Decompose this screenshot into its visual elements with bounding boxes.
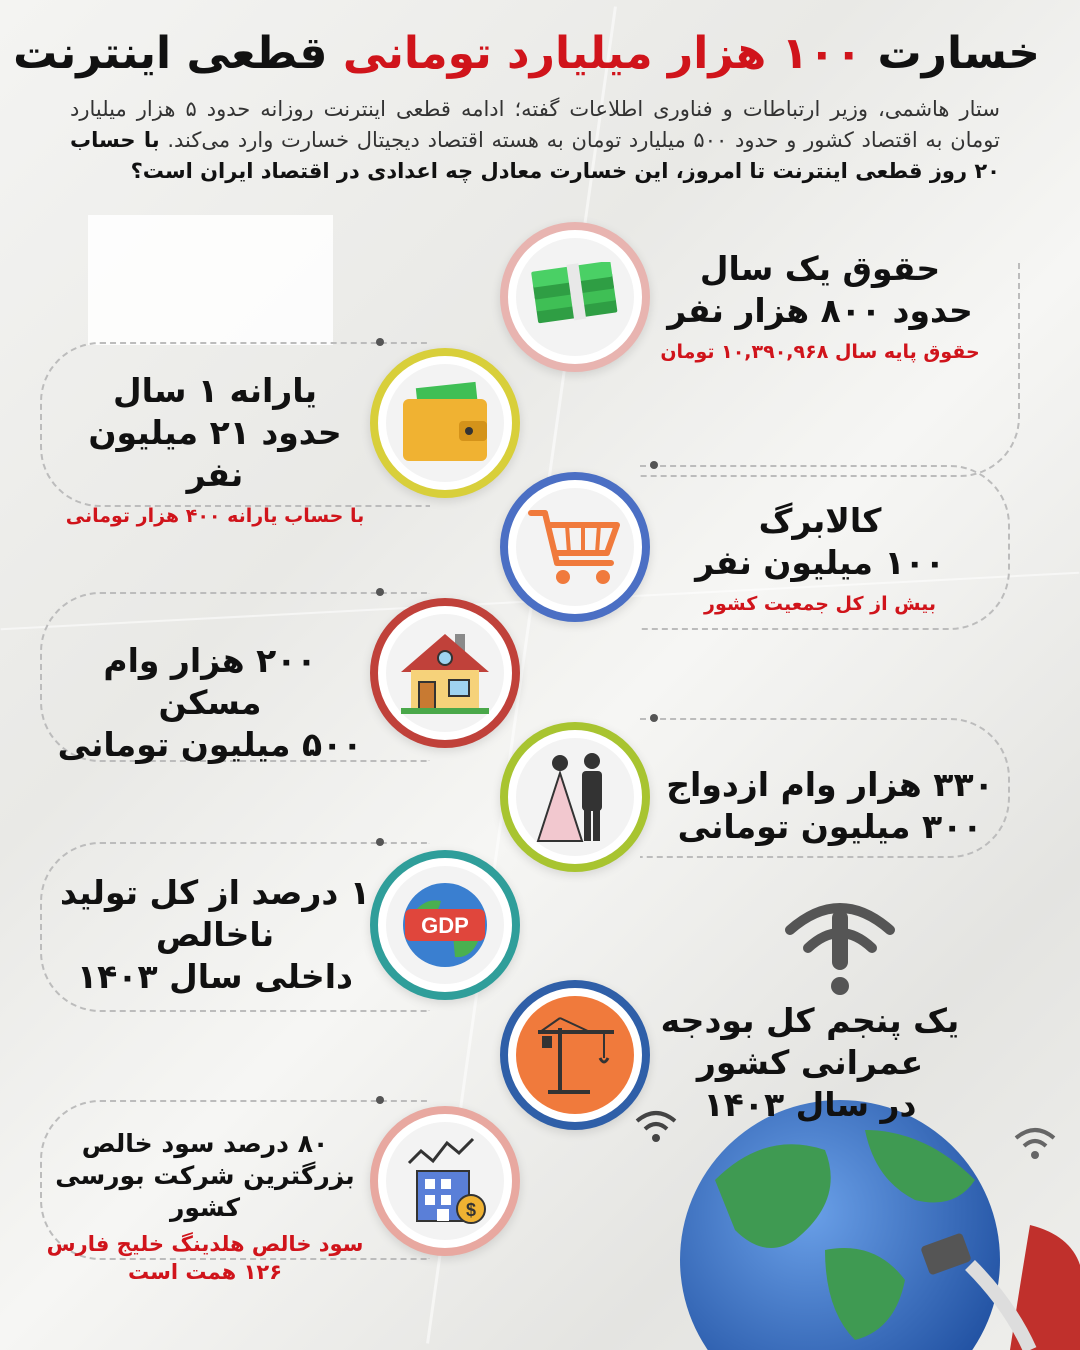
wedding-couple-icon <box>530 747 620 847</box>
item-1-sub: حقوق پایه سال ۱۰,۳۹۰,۹۶۸ تومان <box>660 341 980 363</box>
item-3-main-line-2: ۱۰۰ میلیون نفر <box>695 543 945 582</box>
stock-building-icon <box>397 1133 493 1229</box>
item-5-text <box>660 764 1000 848</box>
item-4-main-line-2: ۵۰۰ میلیون تومانی <box>57 725 363 764</box>
title-highlight: ۱۰۰ هزار میلیارد تومانی <box>342 28 863 79</box>
item-6-main-line-2: ناخالص <box>155 915 275 954</box>
item-4-main-line-1: ۲۰۰ هزار وام مسکن <box>103 641 317 722</box>
item-2-sub: با حساب یارانه ۴۰۰ هزار تومانی <box>65 505 365 527</box>
item-8-main-line-1: ۸۰ درصد سود خالص <box>81 1129 329 1158</box>
item-1-circle <box>500 222 650 372</box>
item-4-text <box>50 640 370 766</box>
item-7-main-line-1: یک پنجم کل بودجه <box>660 1001 960 1040</box>
item-8-text <box>40 1128 370 1286</box>
gdp-label: GDP <box>421 913 469 938</box>
connector-dot <box>376 1096 384 1104</box>
connector-dot <box>650 714 658 722</box>
item-3-sub: بیش از کل جمعیت کشور <box>704 593 936 615</box>
wallet-icon <box>397 381 493 465</box>
item-3-circle <box>500 472 650 622</box>
connector-dot <box>650 461 658 469</box>
wifi-warning-icon <box>780 890 900 1000</box>
item-7-main-line-2: عمرانی کشور <box>696 1043 924 1082</box>
item-1-text <box>650 248 990 366</box>
item-3-main-line-1: کالابرگ <box>758 501 882 540</box>
ethernet-plug-icon <box>910 1225 1080 1350</box>
item-1-main-line-1: حقوق یک سال <box>699 249 941 288</box>
item-7-circle <box>500 980 650 1130</box>
item-1-main-line-2: حدود ۸۰۰ هزار نفر <box>667 291 973 330</box>
item-6-main-line-3: داخلی سال ۱۴۰۳ <box>77 957 353 996</box>
page-title <box>13 28 1040 79</box>
item-7-text <box>660 1000 960 1126</box>
item-8-sub-line-1: سود خالص هلدینگ خلیج فارس <box>46 1232 364 1256</box>
item-2-main-line-2: حدود ۲۱ میلیون نفر <box>88 413 342 494</box>
wifi-small-icon-right <box>1012 1122 1058 1162</box>
item-5-main-line-1: ۳۳۰ هزار وام ازدواج <box>666 765 994 804</box>
item-8-circle <box>370 1106 520 1256</box>
item-2-main-line-1: یارانه ۱ سال <box>112 371 318 410</box>
crane-icon <box>530 1010 620 1100</box>
item-7-main-line-3: در سال ۱۴۰۳ <box>703 1085 917 1124</box>
intro-text: ستار هاشمی، وزیر ارتباطات و فناوری اطلاعات گفته؛ ادامه قطعی اینترنت روزانه حدود ۵ هزار میلیارد تومان به اقتصاد کشور و حدود ۵۰۰ میلیارد تومان به هسته اقتصاد دیجیتال خسارت وارد می‌کند. <box>70 97 1000 152</box>
item-6-text <box>60 872 370 998</box>
intro-paragraph <box>70 94 1000 187</box>
svg-text:$: $ <box>465 1200 477 1220</box>
connector-dot <box>376 838 384 846</box>
title-part-1: خسارت <box>877 28 1040 79</box>
item-8-sub-line-2: ۱۲۶ همت است <box>127 1260 283 1284</box>
item-2-circle <box>370 348 520 498</box>
item-5-main-line-2: ۳۰۰ میلیون تومانی <box>677 807 983 846</box>
gdp-globe-icon <box>397 877 493 973</box>
connector-dot <box>376 338 384 346</box>
intro-bold-question: با حساب ۲۰ روز قطعی اینترنت تا امروز، این خسارت معادل چه اعدادی در اقتصاد ایران است؟ <box>70 128 1000 183</box>
item-5-circle <box>500 722 650 872</box>
house-icon <box>397 628 493 718</box>
item-6-circle <box>370 850 520 1000</box>
paper-patch <box>88 215 333 345</box>
title-part-2: قطعی اینترنت <box>13 28 328 79</box>
money-stack-icon <box>527 262 623 332</box>
item-6-main-line-1: ۱ درصد از کل تولید <box>60 873 370 912</box>
item-4-circle <box>370 598 520 748</box>
item-8-main-line-2: بزرگترین شرکت بورسی کشور <box>55 1161 355 1222</box>
connector-dot <box>376 588 384 596</box>
item-3-text <box>660 500 980 618</box>
shopping-cart-icon <box>527 505 623 589</box>
item-2-text <box>60 370 370 530</box>
